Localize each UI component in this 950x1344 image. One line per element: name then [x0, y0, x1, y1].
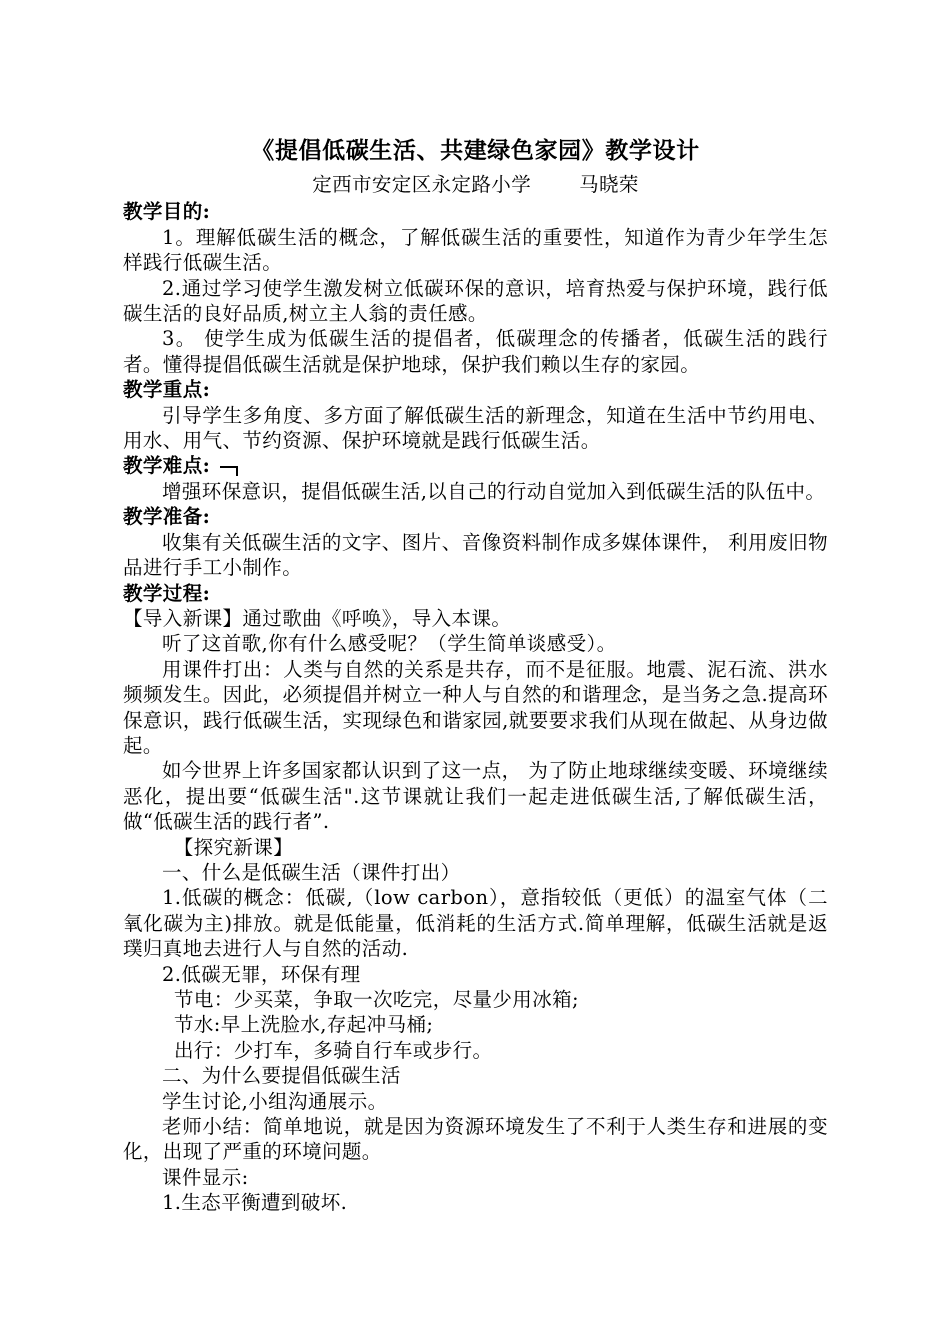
goal-item-2: 2.通过学习使学生激发树立低碳环保的意识，培育热爱与保护环境，践行低碳生活的良好品质,树立主人翁的责任感。 [123, 276, 828, 326]
key-points-heading: 教学重点: [123, 378, 211, 402]
process-paragraph-2: 用课件打出：人类与自然的关系是共存，而不是征服。地震、泥石流、洪水频频发生。因此，必须提倡并树立一种人与自然的和谐理念，是当务之急.提高环保意识，践行低碳生活，实现绿色和谐家园,就要要求我们从现在做起、从身边做起。 [123, 657, 828, 757]
intro-paragraph [123, 606, 828, 631]
section-2-title: 二、为什么要提倡低碳生活 [162, 1064, 401, 1088]
correction-mark-icon [220, 466, 238, 476]
section-1-item-2: 2.低碳无罪，环保有理 [162, 962, 361, 986]
document-title: 《提倡低碳生活、共建绿色家园》教学设计 [251, 137, 700, 164]
process-paragraph-1: 听了这首歌,你有什么感受呢？（学生简单谈感受）。 [162, 632, 617, 656]
saving-list-item: 节电：少买菜，争取一次吃完，尽量少用冰箱; [174, 988, 579, 1011]
difficulties-heading: 教学难点: [123, 454, 211, 478]
section-2-paragraph-4: 1.生态平衡遭到破坏. [162, 1191, 348, 1215]
preparation-heading: 教学准备: [123, 505, 211, 529]
goals-heading: 教学目的: [123, 200, 211, 224]
goal-item-3: 3。 使学生成为低碳生活的提倡者，低碳理念的传播者，低碳生活的践行者。懂得提倡低碳生活就是保护地球，保护我们赖以生存的家园。 [123, 327, 828, 376]
preparation-text: 收集有关低碳生活的文字、图片、音像资料制作成多媒体课件， 利用废旧物品进行手工小制作。 [123, 530, 828, 580]
explore-label: 【探究新课】 [173, 835, 294, 859]
process-heading: 教学过程: [123, 581, 211, 605]
saving-list-item: 出行：少打车，多骑自行车或步行。 [174, 1038, 493, 1062]
goal-item-1: 1。理解低碳生活的概念，了解低碳生活的重要性，知道作为青少年学生怎样践行低碳生活。 [123, 225, 828, 275]
document-body [123, 136, 828, 1216]
process-paragraph-3: 如今世界上许多国家都认识到了这一点， 为了防止地球继续变暖、环境继续恶化，提出要“低碳生活".这节课就让我们一起走进低碳生活,了解低碳生活，做“低碳生活的践行者”. [123, 759, 828, 834]
intro-text: 通过歌曲《呼唤》，导入本课。 [242, 606, 512, 630]
section-2-paragraph-3: 课件显示: [162, 1165, 249, 1189]
section-2-paragraph-1: 学生讨论,小组沟通展示。 [162, 1089, 388, 1113]
key-points-text: 引导学生多角度、多方面了解低碳生活的新理念，知道在生活中节约用电、用水、用气、节约资源、保护环境就是践行低碳生活。 [123, 403, 828, 453]
author-name: 马晓荣 [579, 173, 639, 196]
difficulties-heading-row [123, 453, 828, 478]
intro-label: 【导入新课】 [123, 606, 243, 630]
difficulties-text: 增强环保意识，提倡低碳生活,以自己的行动自觉加入到低碳生活的队伍中。 [162, 479, 826, 503]
section-1-title: 一、什么是低碳生活（课件打出） [162, 860, 461, 884]
author-line [123, 172, 828, 197]
author-school: 定西市安定区永定路小学 [312, 173, 532, 196]
section-2-paragraph-2: 老师小结：简单地说，就是因为资源环境发生了不利于人类生存和进展的变化，出现了严重的环境问题。 [123, 1115, 828, 1164]
saving-list-item: 节水:早上洗脸水,存起冲马桶; [174, 1013, 434, 1037]
section-1-concept: 1.低碳的概念：低碳,（low carbon），意指较低（更低）的温室气体（二氧化碳为主)排放。就是低能量，低消耗的生活方式.简单理解，低碳生活就是返璞归真地去进行人与自然的活动. [123, 886, 828, 961]
